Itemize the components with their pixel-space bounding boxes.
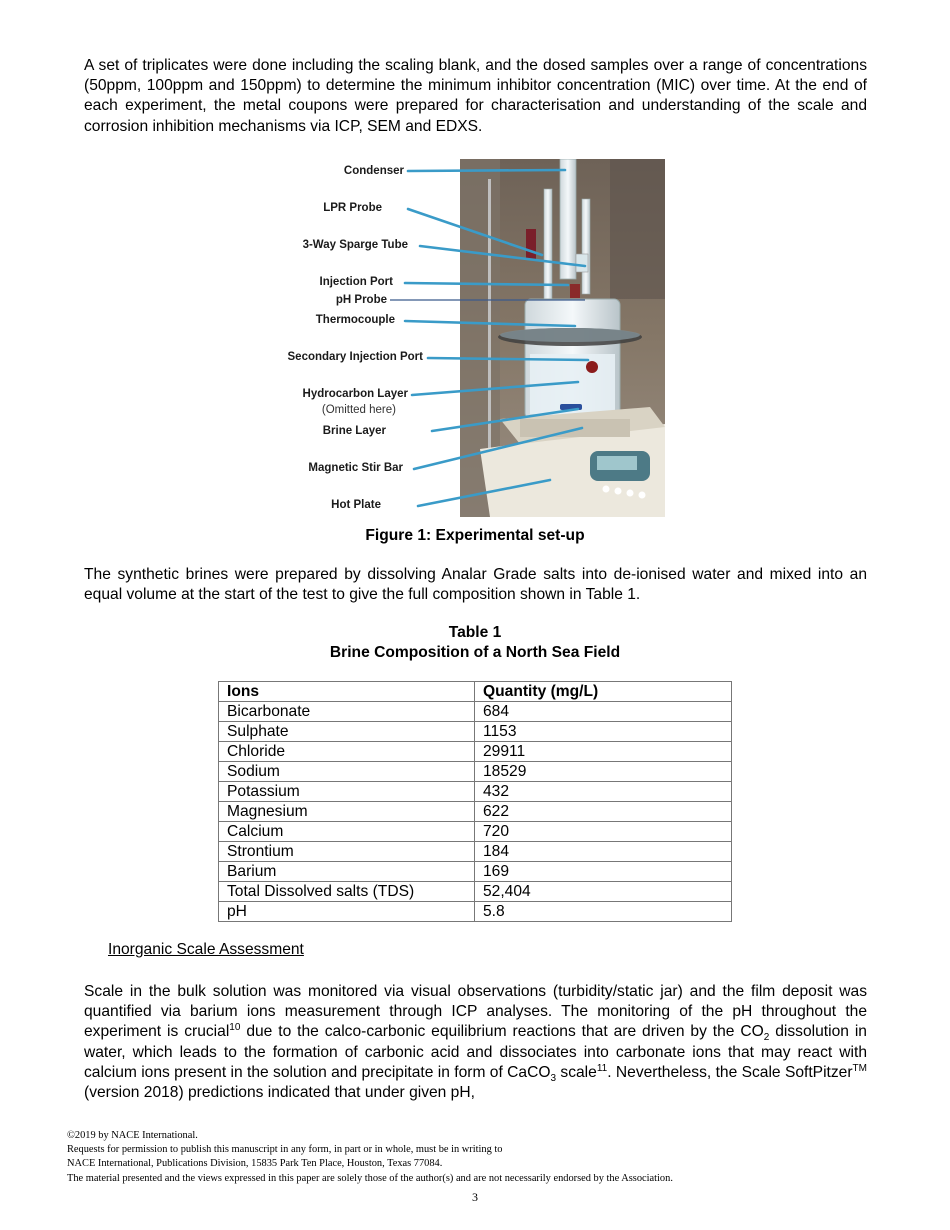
table-number: Table 1 [448, 624, 502, 641]
quantity-cell: 1153 [475, 722, 732, 742]
quantity-cell: 5.8 [475, 902, 732, 922]
label-thermocouple: Thermocouple [315, 314, 395, 326]
table-row [219, 782, 732, 802]
scale-text-6: (version 2018) predictions indicated that under given pH, [84, 1084, 475, 1102]
quantity-cell: 18529 [475, 762, 732, 782]
table-row [219, 722, 732, 742]
experimental-setup-photo [460, 159, 665, 517]
scale-text-2: due to the calco-carbonic equilibrium reactions that are driven by the CO [240, 1023, 764, 1041]
quantity-cell: 720 [475, 822, 732, 842]
figure-caption: Figure 1: Experimental set-up [365, 527, 585, 544]
quantity-cell: 169 [475, 862, 732, 882]
label-secondary-injection-port: Secondary Injection Port [287, 351, 423, 363]
label-brine-layer: Brine Layer [322, 425, 386, 437]
table-row [219, 862, 732, 882]
ion-cell: Bicarbonate [219, 702, 475, 722]
quantity-cell: 622 [475, 802, 732, 822]
scale-paragraph [84, 982, 867, 1103]
reference-11: 11 [596, 1062, 608, 1074]
quantity-cell: 684 [475, 702, 732, 722]
table-title: Brine Composition of a North Sea Field [329, 644, 621, 661]
brine-composition-table [218, 681, 732, 922]
label-lpr-probe: LPR Probe [323, 202, 382, 214]
table-row [219, 842, 732, 862]
figure-labels [276, 158, 476, 528]
copyright-footer [67, 1129, 673, 1186]
table-row [219, 822, 732, 842]
brine-paragraph: The synthetic brines were prepared by dissolving Analar Grade salts into de-ionised water and mixed into an equal volume at the start of the test to give the full composition shown in Table 1. [84, 566, 867, 604]
footer-line-1: ©2019 by NACE International. [67, 1130, 198, 1141]
ion-cell: pH [219, 902, 475, 922]
ion-cell: Sodium [219, 762, 475, 782]
scale-text-1: Scale in the bulk solution was monitored via visual observations (turbidity/static jar) and the film deposit was quantified via barium ions measurement through ICP analyses. The monitoring of the pH throughout the experiment is crucial [84, 983, 867, 1041]
label-sparge-tube: 3-Way Sparge Tube [302, 239, 408, 251]
header-ions: Ions [219, 682, 475, 702]
ion-cell: Total Dissolved salts (TDS) [219, 882, 475, 902]
quantity-cell: 52,404 [475, 882, 732, 902]
ion-cell: Strontium [219, 842, 475, 862]
label-magnetic-stir-bar: Magnetic Stir Bar [308, 462, 403, 474]
quantity-cell: 29911 [475, 742, 732, 762]
label-ph-probe: pH Probe [335, 294, 387, 306]
footer-line-2: Requests for permission to publish this manuscript in any form, in part or in whole, must be in writing to [67, 1144, 503, 1156]
scale-text-5: . Nevertheless, the Scale SoftPitzer [607, 1063, 853, 1081]
table-row [219, 902, 732, 922]
table-row [219, 802, 732, 822]
ion-cell: Barium [219, 862, 475, 882]
table-header-row [219, 682, 732, 702]
intro-paragraph: A set of triplicates were done including the scaling blank, and the dosed samples over a range of concentrations (50ppm, 100ppm and 150ppm) to determine the minimum inhibitor concentration (MIC) over time. At the end of each experiment, the metal coupons were prepared for characterisation and understanding of the scale and corrosion inhibition mechanisms via ICP, SEM and EDXS. [84, 57, 867, 135]
table-row [219, 882, 732, 902]
reference-10: 10 [229, 1022, 241, 1034]
trademark-mark: TM [852, 1062, 867, 1074]
ion-cell: Potassium [219, 782, 475, 802]
co2-subscript: 2 [763, 1032, 770, 1044]
table-row [219, 762, 732, 782]
ion-cell: Sulphate [219, 722, 475, 742]
ion-cell: Magnesium [219, 802, 475, 822]
quantity-cell: 432 [475, 782, 732, 802]
scale-text-4: scale [556, 1063, 597, 1081]
ion-cell: Calcium [219, 822, 475, 842]
label-hot-plate: Hot Plate [331, 499, 381, 511]
caco3-subscript: 3 [550, 1072, 557, 1084]
label-condenser: Condenser [343, 165, 404, 177]
section-heading: Inorganic Scale Assessment [108, 941, 304, 958]
label-injection-port: Injection Port [319, 276, 393, 288]
table-row [219, 702, 732, 722]
apparatus-illustration [460, 159, 665, 517]
footer-line-4: The material presented and the views expressed in this paper are solely those of the author(s) and are not necessarily endorsed by the Association. [67, 1172, 673, 1184]
ion-cell: Chloride [219, 742, 475, 762]
header-quantity: Quantity (mg/L) [475, 682, 732, 702]
label-hydrocarbon-layer: Hydrocarbon Layer [302, 388, 408, 400]
quantity-cell: 184 [475, 842, 732, 862]
table-row [219, 742, 732, 762]
label-omitted-note: (Omitted here) [321, 404, 396, 416]
footer-line-3: NACE International, Publications Division, 15835 Park Ten Place, Houston, Texas 77084. [67, 1158, 443, 1170]
page-number: 3 [472, 1190, 478, 1204]
scale-text-3: dissolution in water, which leads to the formation of carbonic acid and dissociates into carbonate ions that may react with calcium ions present in the solution and precipitate in form of CaCO [84, 1023, 867, 1081]
